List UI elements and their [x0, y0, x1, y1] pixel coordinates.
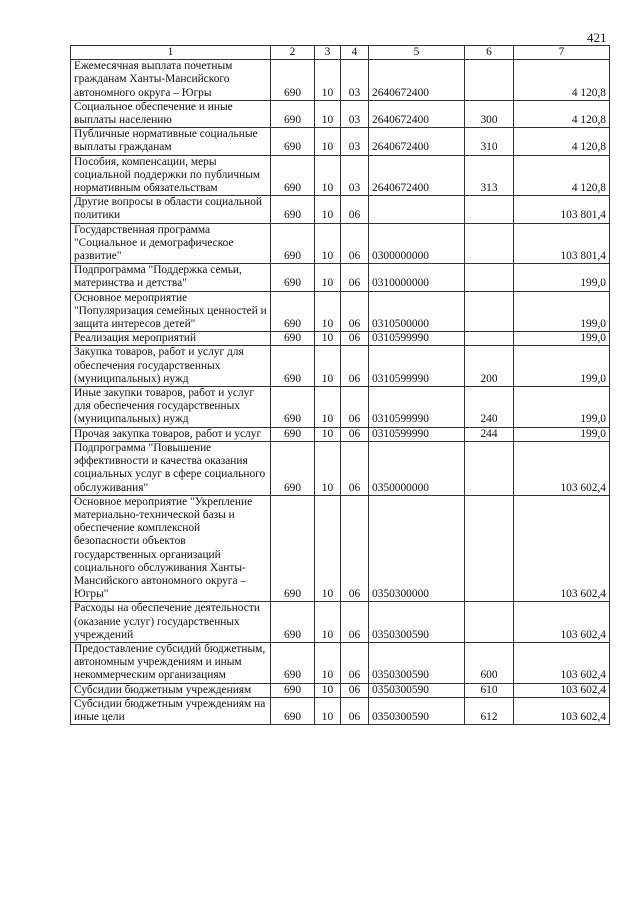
amount: 103 801,4	[514, 223, 610, 264]
row-name: Расходы на обеспечение деятельности (оказание услуг) государственных учреждений	[71, 602, 271, 643]
section-code: 10	[315, 223, 341, 264]
section-code: 10	[315, 100, 341, 127]
subsection-code: 06	[341, 495, 369, 602]
target-article-code: 0350300590	[369, 642, 465, 683]
section-code: 10	[315, 683, 341, 697]
subsection-code: 06	[341, 683, 369, 697]
subsection-code: 06	[341, 642, 369, 683]
target-article-code: 0310599990	[369, 427, 465, 441]
header-row	[71, 46, 610, 60]
subsection-code: 06	[341, 196, 369, 223]
amount: 199,0	[514, 264, 610, 291]
section-code: 10	[315, 387, 341, 428]
subsection-code: 06	[341, 223, 369, 264]
ministry-code: 690	[271, 223, 315, 264]
expense-type-code: 612	[465, 697, 514, 724]
header-cell: 2	[271, 46, 315, 60]
row-name: Подпрограмма "Поддержка семьи, материнства и детства"	[71, 264, 271, 291]
row-name: Ежемесячная выплата почетным гражданам Ханты-Мансийского автономного округа – Югры	[71, 60, 271, 101]
row-name: Субсидии бюджетным учреждениям	[71, 683, 271, 697]
subsection-code: 06	[341, 291, 369, 332]
table-row	[71, 291, 610, 332]
amount: 103 602,4	[514, 602, 610, 643]
amount: 4 120,8	[514, 60, 610, 101]
row-name: Основное мероприятие "Популяризация семейных ценностей и защита интересов детей"	[71, 291, 271, 332]
row-name: Государственная программа "Социальное и демографическое развитие"	[71, 223, 271, 264]
table-row	[71, 100, 610, 127]
ministry-code: 690	[271, 264, 315, 291]
subsection-code: 06	[341, 427, 369, 441]
ministry-code: 690	[271, 100, 315, 127]
ministry-code: 690	[271, 602, 315, 643]
ministry-code: 690	[271, 332, 315, 346]
ministry-code: 690	[271, 196, 315, 223]
amount: 199,0	[514, 332, 610, 346]
subsection-code: 06	[341, 346, 369, 387]
table-row	[71, 642, 610, 683]
target-article-code: 0350300000	[369, 495, 465, 602]
target-article-code: 0310599990	[369, 387, 465, 428]
section-code: 10	[315, 697, 341, 724]
section-code: 10	[315, 642, 341, 683]
amount: 103 602,4	[514, 642, 610, 683]
subsection-code: 06	[341, 602, 369, 643]
table-row	[71, 60, 610, 101]
expense-type-code	[465, 196, 514, 223]
amount: 199,0	[514, 427, 610, 441]
ministry-code: 690	[271, 128, 315, 155]
row-name: Социальное обеспечение и иные выплаты населению	[71, 100, 271, 127]
amount: 103 602,4	[514, 441, 610, 495]
amount: 103 602,4	[514, 683, 610, 697]
expense-type-code: 313	[465, 155, 514, 196]
target-article-code: 0300000000	[369, 223, 465, 264]
row-name: Реализация мероприятий	[71, 332, 271, 346]
ministry-code: 690	[271, 60, 315, 101]
section-code: 10	[315, 495, 341, 602]
amount: 103 602,4	[514, 697, 610, 724]
expense-type-code	[465, 291, 514, 332]
row-name: Пособия, компенсации, меры социальной поддержки по публичным нормативным обязательствам	[71, 155, 271, 196]
subsection-code: 03	[341, 100, 369, 127]
amount: 4 120,8	[514, 100, 610, 127]
expense-type-code	[465, 60, 514, 101]
amount: 103 801,4	[514, 196, 610, 223]
row-name: Прочая закупка товаров, работ и услуг	[71, 427, 271, 441]
header-cell: 3	[315, 46, 341, 60]
subsection-code: 06	[341, 332, 369, 346]
subsection-code: 06	[341, 441, 369, 495]
target-article-code: 0310599990	[369, 346, 465, 387]
ministry-code: 690	[271, 387, 315, 428]
subsection-code: 03	[341, 128, 369, 155]
row-name: Закупка товаров, работ и услуг для обеспечения государственных (муниципальных) нужд	[71, 346, 271, 387]
table-row	[71, 697, 610, 724]
table-row	[71, 683, 610, 697]
row-name: Публичные нормативные социальные выплаты гражданам	[71, 128, 271, 155]
table-row	[71, 602, 610, 643]
expense-type-code: 300	[465, 100, 514, 127]
target-article-code: 2640672400	[369, 155, 465, 196]
section-code: 10	[315, 332, 341, 346]
header-cell: 6	[465, 46, 514, 60]
target-article-code: 2640672400	[369, 60, 465, 101]
table-row	[71, 441, 610, 495]
expense-type-code: 200	[465, 346, 514, 387]
ministry-code: 690	[271, 683, 315, 697]
expense-type-code	[465, 495, 514, 602]
header-cell: 1	[71, 46, 271, 60]
subsection-code: 06	[341, 697, 369, 724]
expense-type-code	[465, 602, 514, 643]
header-cell: 5	[369, 46, 465, 60]
target-article-code: 2640672400	[369, 128, 465, 155]
target-article-code	[369, 196, 465, 223]
expense-type-code: 244	[465, 427, 514, 441]
target-article-code: 0350300590	[369, 683, 465, 697]
subsection-code: 06	[341, 387, 369, 428]
row-name: Предоставление субсидий бюджетным, автономным учреждениям и иным некоммерческим организациям	[71, 642, 271, 683]
ministry-code: 690	[271, 441, 315, 495]
section-code: 10	[315, 196, 341, 223]
expense-type-code	[465, 223, 514, 264]
target-article-code: 0350300590	[369, 602, 465, 643]
target-article-code: 0350000000	[369, 441, 465, 495]
ministry-code: 690	[271, 346, 315, 387]
target-article-code: 0310599990	[369, 332, 465, 346]
page-number: 421	[587, 30, 607, 45]
section-code: 10	[315, 128, 341, 155]
table-row	[71, 264, 610, 291]
amount: 4 120,8	[514, 155, 610, 196]
ministry-code: 690	[271, 495, 315, 602]
subsection-code: 03	[341, 60, 369, 101]
header-cell: 4	[341, 46, 369, 60]
expense-type-code	[465, 264, 514, 291]
section-code: 10	[315, 60, 341, 101]
section-code: 10	[315, 602, 341, 643]
table-row	[71, 155, 610, 196]
ministry-code: 690	[271, 642, 315, 683]
header-cell: 7	[514, 46, 610, 60]
expense-type-code: 310	[465, 128, 514, 155]
table-row	[71, 346, 610, 387]
table-row	[71, 387, 610, 428]
ministry-code: 690	[271, 427, 315, 441]
amount: 103 602,4	[514, 495, 610, 602]
expense-type-code	[465, 441, 514, 495]
amount: 199,0	[514, 291, 610, 332]
section-code: 10	[315, 291, 341, 332]
target-article-code: 0310500000	[369, 291, 465, 332]
expense-type-code: 240	[465, 387, 514, 428]
row-name: Субсидии бюджетным учреждениям на иные цели	[71, 697, 271, 724]
amount: 199,0	[514, 387, 610, 428]
table-row	[71, 223, 610, 264]
section-code: 10	[315, 441, 341, 495]
target-article-code: 0310000000	[369, 264, 465, 291]
expense-type-code: 610	[465, 683, 514, 697]
section-code: 10	[315, 346, 341, 387]
budget-table	[70, 45, 610, 725]
section-code: 10	[315, 427, 341, 441]
expense-type-code: 600	[465, 642, 514, 683]
table-row	[71, 128, 610, 155]
target-article-code: 0350300590	[369, 697, 465, 724]
table-row	[71, 427, 610, 441]
subsection-code: 03	[341, 155, 369, 196]
amount: 4 120,8	[514, 128, 610, 155]
ministry-code: 690	[271, 697, 315, 724]
expense-type-code	[465, 332, 514, 346]
row-name: Другие вопросы в области социальной политики	[71, 196, 271, 223]
section-code: 10	[315, 264, 341, 291]
amount: 199,0	[514, 346, 610, 387]
row-name: Подпрограмма "Повышение эффективности и качества оказания социальных услуг в сфере социального обслуживания"	[71, 441, 271, 495]
table-row	[71, 495, 610, 602]
row-name: Иные закупки товаров, работ и услуг для обеспечения государственных (муниципальных) нужд	[71, 387, 271, 428]
row-name: Основное мероприятие "Укрепление материально-технической базы и обеспечение комплексной безопасности объектов государственных организаций социального обслуживания Ханты-Мансийского автономного округа – Югры"	[71, 495, 271, 602]
table-row	[71, 196, 610, 223]
ministry-code: 690	[271, 155, 315, 196]
subsection-code: 06	[341, 264, 369, 291]
target-article-code: 2640672400	[369, 100, 465, 127]
section-code: 10	[315, 155, 341, 196]
table-row	[71, 332, 610, 346]
ministry-code: 690	[271, 291, 315, 332]
